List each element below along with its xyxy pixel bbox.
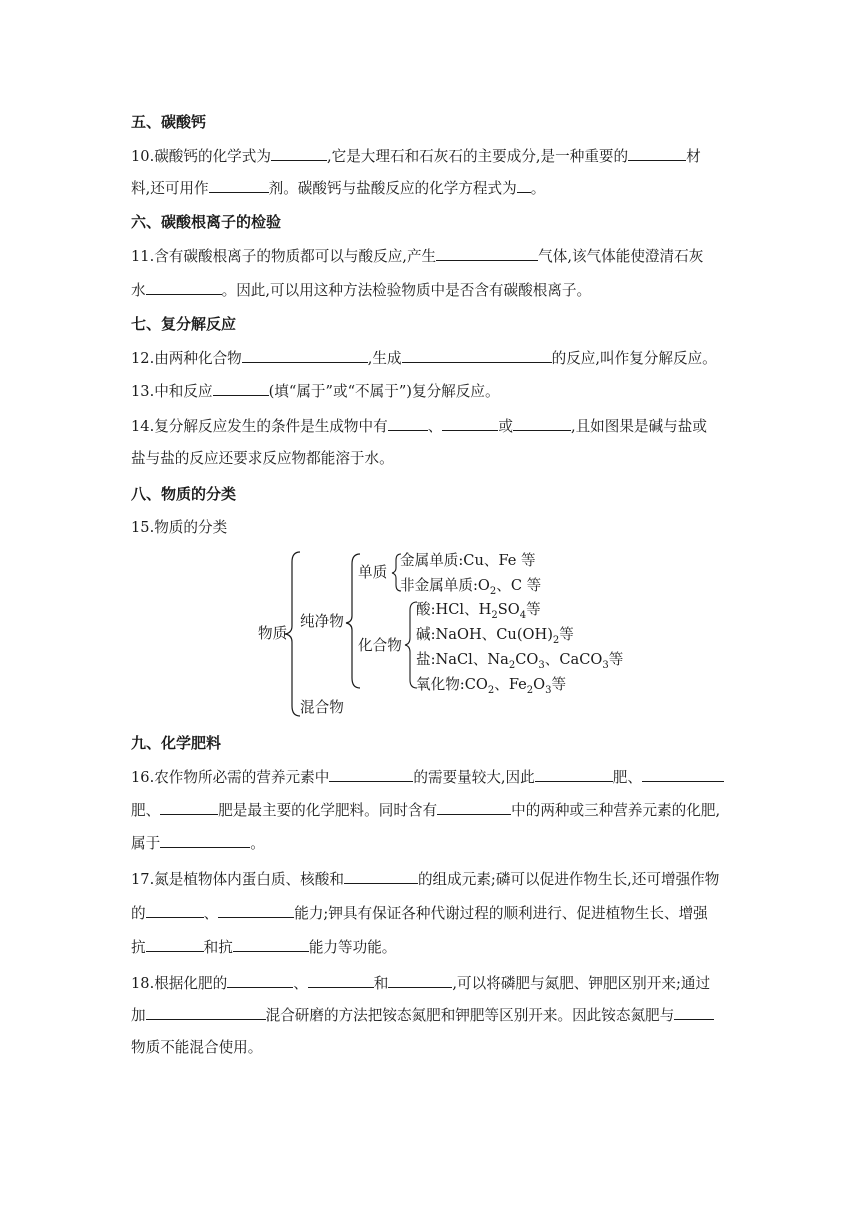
blank[interactable] xyxy=(218,902,294,918)
text: 加 xyxy=(131,1007,146,1024)
subscript: 2 xyxy=(487,684,495,696)
q16-line1 xyxy=(131,766,724,788)
text: 等 xyxy=(608,651,624,668)
blank[interactable] xyxy=(160,832,250,848)
text: 等 xyxy=(559,626,574,643)
text: 能力;钾具有保证各种代谢过程的顺利进行、促进植物生长、增强 xyxy=(294,905,708,922)
blank[interactable] xyxy=(517,177,531,193)
text: 17.氮是植物体内蛋白质、核酸和 xyxy=(131,871,344,888)
q15: 15.物质的分类 xyxy=(131,519,228,536)
heading-carbonate-ion-test: 六、碳酸根离子的检验 xyxy=(131,213,282,231)
text: 的需要量较大,因此 xyxy=(413,769,535,786)
text: 非金属单质:O xyxy=(400,577,490,594)
tree-salt xyxy=(416,650,623,670)
text: 盐:NaCl、Na xyxy=(416,651,509,668)
q14-line1 xyxy=(131,415,707,437)
classification-tree xyxy=(256,548,624,723)
subscript: 2 xyxy=(552,634,560,646)
text: SO xyxy=(497,601,520,618)
q18-line3: 物质不能混合使用。 xyxy=(131,1039,263,1056)
tree-metal: 金属单质:Cu、Fe 等 xyxy=(400,552,536,569)
blank[interactable] xyxy=(436,245,538,261)
blank[interactable] xyxy=(146,1004,266,1020)
text: 的组成元素;磷可以促进作物生长,还可增强作物 xyxy=(417,871,720,888)
blank[interactable] xyxy=(213,380,269,396)
blank[interactable] xyxy=(233,936,309,952)
blank[interactable] xyxy=(271,145,327,161)
subscript: 2 xyxy=(508,659,516,671)
text: ,且如图果是碱与盐或 xyxy=(570,418,707,435)
blank[interactable] xyxy=(344,868,418,884)
q17-line3 xyxy=(131,936,396,958)
q10-line2 xyxy=(131,177,545,199)
text: ,生成 xyxy=(367,350,402,367)
blank[interactable] xyxy=(642,766,724,782)
q11-line2 xyxy=(131,279,591,301)
text: 肥、 xyxy=(612,769,642,786)
q10-line1 xyxy=(131,145,701,167)
blank[interactable] xyxy=(146,279,222,295)
text: 13.中和反应 xyxy=(131,383,213,400)
subscript: 2 xyxy=(489,585,497,597)
subscript: 3 xyxy=(602,659,609,671)
text: 、 xyxy=(293,975,308,992)
text: 。因此,可以用这种方法检验物质中是否含有碳酸根离子。 xyxy=(221,282,592,299)
text: 、 xyxy=(427,418,443,435)
blank[interactable] xyxy=(146,936,204,952)
tree-pure: 纯净物 xyxy=(300,613,344,630)
subscript: 3 xyxy=(545,684,552,696)
blank[interactable] xyxy=(209,177,269,193)
subscript: 2 xyxy=(491,609,498,621)
text: 的 xyxy=(131,905,146,922)
tree-compound: 化合物 xyxy=(358,637,402,654)
text: 气体,该气体能使澄清石灰 xyxy=(538,248,704,265)
text: 材 xyxy=(686,148,701,165)
text: 10.碳酸钙的化学式为 xyxy=(131,148,271,165)
q16-line2 xyxy=(131,799,720,821)
q11-line1 xyxy=(131,245,703,267)
subscript: 2 xyxy=(526,684,534,696)
heading-double-decomposition: 七、复分解反应 xyxy=(131,315,237,333)
text: 。 xyxy=(250,835,265,852)
text: 18.根据化肥的 xyxy=(131,975,228,992)
text: 抗 xyxy=(131,939,146,956)
text: 和 xyxy=(373,975,389,992)
text: 酸:HCl、H xyxy=(416,601,492,618)
blank[interactable] xyxy=(535,766,613,782)
tree-nonmetal xyxy=(400,576,541,596)
text: 、CaCO xyxy=(544,651,603,668)
q12 xyxy=(131,347,717,369)
blank[interactable] xyxy=(402,347,552,363)
text: 水 xyxy=(131,282,146,299)
tree-acid xyxy=(416,600,541,620)
blank[interactable] xyxy=(442,415,498,431)
q17-line2 xyxy=(131,902,708,924)
q14-line2: 盐与盐的反应还要求反应物都能溶于水。 xyxy=(131,450,394,467)
tree-oxide xyxy=(416,675,566,695)
text: 碱:NaOH、Cu(OH) xyxy=(416,626,553,643)
q18-line1 xyxy=(131,972,710,994)
text: 能力等功能。 xyxy=(308,939,397,956)
text: ,它是大理石和石灰石的主要成分,是一种重要的 xyxy=(326,148,629,165)
text: 等 xyxy=(551,676,567,693)
text: 12.由两种化合物 xyxy=(131,350,242,367)
text: 的反应,叫作复分解反应。 xyxy=(551,350,717,367)
text: 14.复分解反应发生的条件是生成物中有 xyxy=(131,418,388,435)
text: 、Fe xyxy=(494,676,527,693)
blank[interactable] xyxy=(308,972,374,988)
text: 属于 xyxy=(131,835,161,852)
text: 和抗 xyxy=(203,939,233,956)
blank[interactable] xyxy=(437,799,511,815)
text: 、C 等 xyxy=(496,577,542,594)
subscript: 3 xyxy=(538,659,545,671)
blank[interactable] xyxy=(227,972,293,988)
q17-line1 xyxy=(131,868,719,890)
text: 混合研磨的方法把铵态氮肥和钾肥等区别开来。因此铵态氮肥与 xyxy=(265,1007,675,1024)
text: 。 xyxy=(530,180,546,197)
subscript: 4 xyxy=(519,609,527,621)
text: 料,还可用作 xyxy=(131,180,209,197)
q18-line2 xyxy=(131,1004,714,1026)
blank[interactable] xyxy=(388,415,428,431)
text: 等 xyxy=(526,601,541,618)
heading-classification: 八、物质的分类 xyxy=(131,485,237,503)
tree-base xyxy=(416,625,574,645)
blank[interactable] xyxy=(329,766,413,782)
tree-element: 单质 xyxy=(358,564,388,581)
heading-fertilizer: 九、化学肥料 xyxy=(131,734,222,752)
text: 氧化物:CO xyxy=(416,676,488,693)
blank[interactable] xyxy=(242,347,368,363)
text: 、 xyxy=(203,905,219,922)
text: 中的两种或三种营养元素的化肥, xyxy=(511,802,721,819)
text: O xyxy=(533,676,546,693)
tree-mixture: 混合物 xyxy=(300,699,344,716)
text: CO xyxy=(515,651,539,668)
blank[interactable] xyxy=(513,415,571,431)
text: 11.含有碳酸根离子的物质都可以与酸反应,产生 xyxy=(131,248,437,265)
tree-root: 物质 xyxy=(258,625,288,642)
q13 xyxy=(131,380,500,402)
text: 剂。碳酸钙与盐酸反应的化学方程式为 xyxy=(268,180,517,197)
text: 或 xyxy=(498,418,513,435)
text: 肥、 xyxy=(131,802,161,819)
text: 16.农作物所必需的营养元素中 xyxy=(131,769,330,786)
text: ,可以将磷肥与氮肥、钾肥区别开来;通过 xyxy=(452,975,711,992)
q16-line3 xyxy=(131,832,265,854)
blank[interactable] xyxy=(628,145,686,161)
blank[interactable] xyxy=(160,799,218,815)
blank[interactable] xyxy=(388,972,452,988)
text: (填“属于”或“不属于”)复分解反应。 xyxy=(268,383,500,400)
blank[interactable] xyxy=(674,1004,714,1020)
heading-calcium-carbonate: 五、碳酸钙 xyxy=(131,113,207,131)
text: 肥是最主要的化学肥料。同时含有 xyxy=(218,802,438,819)
blank[interactable] xyxy=(146,902,204,918)
